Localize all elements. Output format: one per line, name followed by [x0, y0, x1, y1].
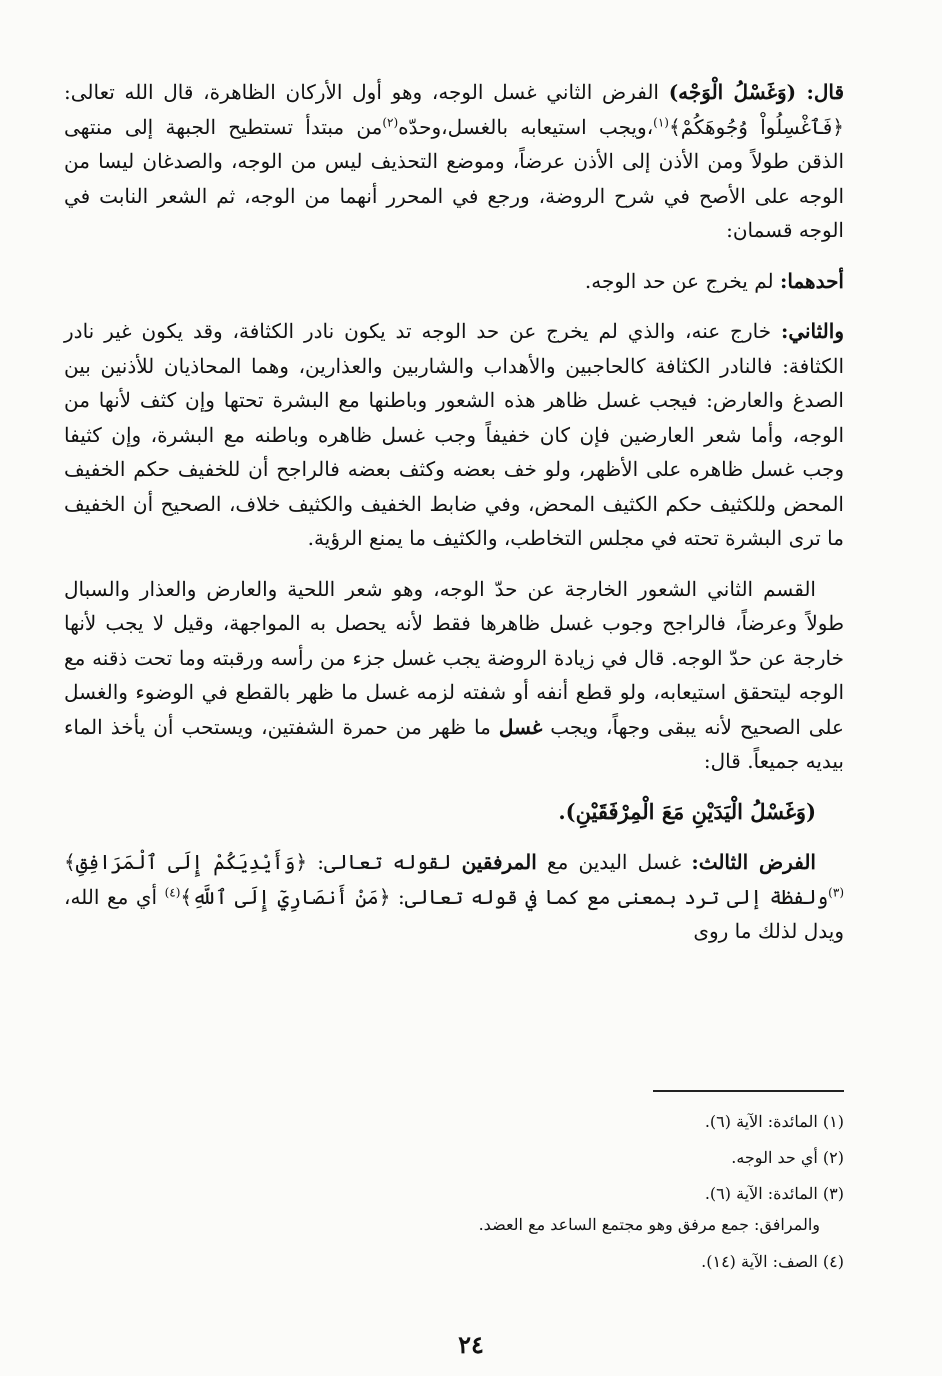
- lead-text: والثاني:: [780, 319, 844, 343]
- footnote-4: (٤) الصف: الآية (١٤).: [701, 1252, 844, 1271]
- footnote-3: (٣) المائدة: الآية (٦).: [704, 1184, 844, 1203]
- paragraph-3: والثاني: خارج عنه، والذي لم يخرج عن حد الوجه تد يكون نادر الكثافة، وقد يكون غير نادر الكثافة: فالنادر الكثافة كالحاجبين والأهداب والشاربين والعذارين، وهما المحاذيان للأذنين بين الصدغ والعارض: فيجب غسل ظاهر هذه الشعور وباطنها مع البشرة تحتها وإن كثف لأنها من الوجه، وأما شعر العارضين فإن كان خفيفاً وجب غسل ظاهره وباطنه مع البشرة، وإن كثيفا وجب غسل ظاهره على الأظهر، ولو خف بعضه وكثف بعضه فالراجح أن للخفيف حكم الخفيف المحض وللكثيف حكم الكثيف المحض، وفي ضابط الخفيف والكثيف خلاف، الصحيح أن الخفيف ما ترى البشرة تحته في مجلس التخاطب، والكثيف ما يمنع الرؤية.: [64, 319, 844, 550]
- paragraph-5: الفرض الثالث: غسل اليدين مع المرفقين لقوله تعالى: ﴿وَأَيْدِيَكُمْ إِلَى ٱلْمَرَافِقِ﴾$^{(٣)}$ولفظة إلى ترد بمعنى مع كما في قوله تعالى: ﴿مَنْ أَنصَارِيٓ إِلَى ٱللَّهِ﴾$^{(٤)}$ أي مع الله، ويدل لذلك ما روى: [64, 850, 844, 943]
- footnote-1: (١) المائدة: الآية (٦).: [704, 1112, 844, 1131]
- paragraph-1: قال: (وَغَسْلُ الْوَجْه) الفرض الثاني غسل الوجه، وهو أول الأركان الظاهرة، قال الله تعالى: ﴿فَٱغْسِلُواْ وُجُوهَكُمْ﴾$^{(١)}$،ويجب استيعابه بالغسل،وحدّه$^{(٢)}$من مبتدأ تستطيح الجبهة إلى منتهى الذقن طولاً ومن الأذن إلى الأذن عرضاً، وموضع التحذيف ليس من الوجه، والصدغان ليسا من الوجه على الأصح في شرح الروضة، ورجع في المحرر أنهما من الوجه، ثم الشعر النابت في الوجه قسمان:: [64, 80, 845, 242]
- lead-text: أحدهما:: [779, 268, 844, 293]
- paragraph-4: القسم الثاني الشعور الخارجة عن حدّ الوجه، وهو شعر اللحية والعارض والعذار والسبال طولاً وعرضاً، فالراجح وجوب غسل ظاهرها فقط لأنه يحصل به المواجهة، وقيل لا يجب لأنها خارجة عن حدّ الوجه. قال في زيادة الروضة يجب غسل جزء من رأسه ورقبته وما تحت ذقنه مع الوجه ليتحقق استيعابه، ولو قطع أنفه أو شفته لزمه غسل ما ظهر بالقطع في الوضوء والغسل على الصحيح لأنه يبقى وجهاً، ويجب غسل ما ظهر من حمرة الشفتين، ويستحب أن يأخذ الماء بيديه جميعاً. قال:: [64, 576, 844, 773]
- lead-text: الفرض الثالث:: [691, 850, 816, 874]
- footnote-ref[interactable]: (٤): [164, 884, 181, 899]
- main-text: [64, 75, 844, 965]
- footnote-ref[interactable]: (٣): [828, 884, 844, 899]
- footnote-ref[interactable]: (٢): [382, 114, 399, 129]
- footnote-3-note: والمرافق: جمع مرفق وهو مجتمع الساعد مع العضد.: [478, 1215, 820, 1234]
- page-number: ٢٤: [458, 1330, 484, 1359]
- section-heading: (وَغَسْلُ الْيَدَيْنِ مَعَ الْمِرْفَقَيْنِ).: [558, 798, 816, 824]
- footnote-2: (٢) أي حد الوجه.: [731, 1148, 844, 1167]
- footnote-ref[interactable]: (١): [653, 114, 669, 129]
- paragraph-2: أحدهما: لم يخرج عن حد الوجه.: [584, 268, 844, 293]
- lead-text: قال: (وَغَسْلُ الْوَجْه): [668, 80, 845, 104]
- footnote-divider: [653, 1090, 844, 1092]
